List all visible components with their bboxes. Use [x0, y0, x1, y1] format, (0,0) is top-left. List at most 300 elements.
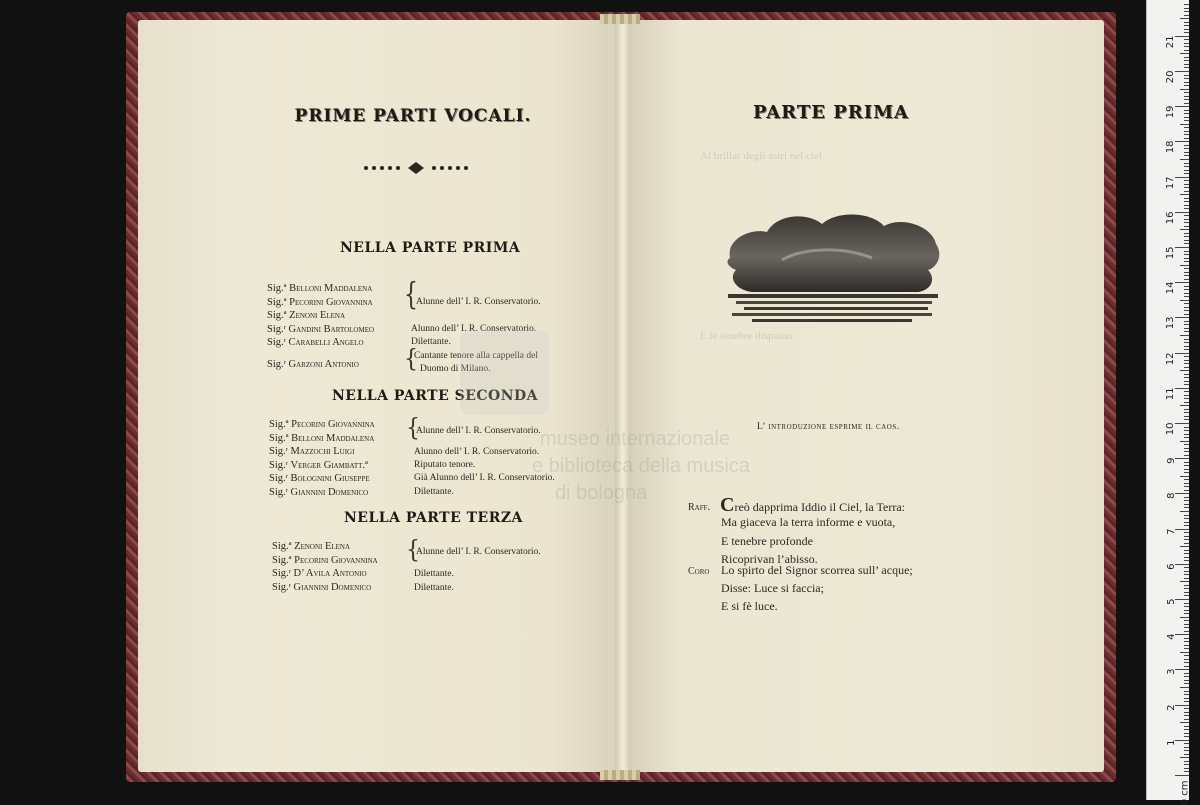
ruler-tick	[1184, 398, 1189, 399]
ruler-tick	[1184, 25, 1189, 26]
ruler-tick	[1184, 507, 1189, 508]
ruler-tick	[1184, 627, 1189, 628]
ruler-tick	[1184, 187, 1189, 188]
ruler-tick	[1184, 676, 1189, 677]
ruler-tick	[1184, 504, 1189, 505]
cast-row: Sig.ª Pecorini Giovannina	[269, 418, 375, 432]
ruler-tick	[1184, 571, 1189, 572]
ruler-tick	[1175, 177, 1189, 178]
ruler-tick	[1184, 120, 1189, 121]
ruler-tick	[1184, 585, 1189, 586]
ruler-tick	[1184, 134, 1189, 135]
ruler-tick	[1184, 75, 1189, 76]
ruler-tick	[1184, 96, 1189, 97]
cast-row: Sig.ʳ Bolognini Giuseppe	[269, 472, 375, 486]
ruler-tick	[1184, 448, 1189, 449]
ruler-tick	[1184, 683, 1189, 684]
ruler-tick	[1184, 113, 1189, 114]
ruler-tick	[1184, 103, 1189, 104]
ruler-tick	[1184, 360, 1189, 361]
ruler-number: 19	[1166, 106, 1177, 119]
section-heading-parte-seconda: NELLA PARTE SECONDA	[332, 388, 538, 404]
right-page	[624, 20, 1104, 772]
ruler-tick	[1184, 251, 1189, 252]
ruler-tick	[1184, 117, 1189, 118]
ruler-tick	[1175, 353, 1189, 354]
ruler-tick	[1184, 595, 1189, 596]
ruler-tick	[1184, 374, 1189, 375]
ruler-tick	[1175, 740, 1189, 741]
ruler-tick	[1184, 708, 1189, 709]
ruler-tick	[1184, 236, 1189, 237]
ruler-tick	[1184, 747, 1189, 748]
ruler-tick	[1184, 427, 1189, 428]
brace: {	[406, 539, 420, 563]
ruler-tick	[1184, 645, 1189, 646]
cast-note: Dilettante.	[414, 486, 454, 498]
group-note: Duomo di Milano.	[420, 363, 490, 375]
ruler-tick	[1184, 201, 1189, 202]
ruler-tick	[1184, 233, 1189, 234]
cast-row: Sig.ª Zenoni Elena	[272, 540, 378, 554]
ruler-tick	[1184, 268, 1189, 269]
cast-list-parte-seconda	[269, 418, 375, 499]
ruler-tick	[1184, 46, 1189, 47]
ruler-tick	[1184, 279, 1189, 280]
right-page-title: PARTE PRIMA	[735, 102, 927, 123]
cast-note: Riputato tenore.	[414, 459, 475, 471]
ruler-tick	[1175, 141, 1189, 142]
ruler-tick	[1184, 726, 1189, 727]
ruler-number: 8	[1166, 493, 1177, 499]
ruler-tick	[1184, 131, 1189, 132]
verse-line: E tenebre profonde	[721, 534, 813, 549]
ruler-tick	[1184, 613, 1189, 614]
ruler-tick	[1184, 578, 1189, 579]
cast-row: Sig.ʳ Giannini Domenico	[272, 581, 378, 595]
ruler-tick	[1184, 592, 1189, 593]
ruler-tick	[1184, 500, 1189, 501]
ruler-tick	[1184, 641, 1189, 642]
ruler-tick	[1184, 451, 1189, 452]
ruler-tick	[1184, 208, 1189, 209]
ruler-tick	[1184, 557, 1189, 558]
ruler-tick	[1184, 15, 1189, 16]
ruler-number: 9	[1166, 458, 1177, 464]
ruler-tick	[1184, 127, 1189, 128]
ruler-tick	[1180, 757, 1189, 758]
ruler-number: 12	[1166, 352, 1177, 365]
ruler-tick	[1184, 606, 1189, 607]
ruler-tick	[1184, 472, 1189, 473]
ruler-tick	[1184, 384, 1189, 385]
left-page-title: PRIME PARTI VOCALI.	[282, 106, 544, 126]
ruler-tick	[1184, 22, 1189, 23]
ruler-number: 3	[1166, 669, 1177, 675]
ruler-number: 18	[1166, 141, 1177, 154]
ornament-divider	[360, 160, 472, 176]
cloud-engraving	[722, 208, 944, 330]
ruler-tick	[1184, 430, 1189, 431]
ruler-tick	[1180, 89, 1189, 90]
cast-row: Sig.ʳ Verger Giambatt.ª	[269, 459, 375, 473]
ruler-number: 20	[1166, 71, 1177, 84]
ruler-tick	[1180, 159, 1189, 160]
cast-list-parte-terza	[272, 540, 378, 594]
ruler-tick	[1180, 53, 1189, 54]
ruler-number: 21	[1166, 35, 1177, 48]
ruler-tick	[1175, 317, 1189, 318]
ruler-tick	[1184, 754, 1189, 755]
watermark-text: e biblioteca della musica	[532, 455, 750, 478]
ruler-tick	[1184, 64, 1189, 65]
ruler-tick	[1184, 8, 1189, 9]
cast-note: Alunno dell’ I. R. Conservatorio.	[414, 446, 539, 458]
show-through-text: Al brillar degli astri nel ciel	[700, 150, 822, 162]
ruler-tick	[1184, 363, 1189, 364]
ruler-tick	[1184, 349, 1189, 350]
ruler-tick	[1184, 219, 1189, 220]
ruler-tick	[1184, 67, 1189, 68]
ruler-tick	[1180, 652, 1189, 653]
ruler-tick	[1184, 198, 1189, 199]
ruler-tick	[1184, 184, 1189, 185]
cast-list-parte-prima	[267, 282, 374, 371]
ruler-number: 5	[1166, 599, 1177, 605]
ruler-tick	[1184, 486, 1189, 487]
ruler-tick	[1180, 476, 1189, 477]
ruler-tick	[1180, 18, 1189, 19]
group-note: Cantante tenore alla cappella del	[414, 350, 538, 362]
brace: {	[406, 417, 420, 441]
ruler-tick	[1180, 581, 1189, 582]
ruler-tick	[1184, 733, 1189, 734]
verse-line: Lo spirto del Signor scorrea sull’ acque;	[721, 563, 913, 578]
ruler-tick	[1184, 222, 1189, 223]
ruler-tick	[1184, 82, 1189, 83]
ruler-tick	[1184, 303, 1189, 304]
ruler-tick	[1184, 138, 1189, 139]
cast-row: Sig.ª Zenoni Elena	[267, 309, 374, 323]
ruler-tick	[1184, 680, 1189, 681]
ruler-tick	[1184, 307, 1189, 308]
ruler-tick	[1184, 191, 1189, 192]
watermark-logo	[460, 330, 550, 415]
ruler-tick	[1184, 339, 1189, 340]
ruler-tick	[1175, 564, 1189, 565]
ruler-tick	[1184, 391, 1189, 392]
cast-row: Sig.ʳ Mazzochi Luigi	[269, 445, 375, 459]
ruler-tick	[1180, 265, 1189, 266]
ruler-tick	[1184, 110, 1189, 111]
ruler-unit-label: 0 cm	[1180, 781, 1191, 805]
ruler-tick	[1180, 370, 1189, 371]
verse-line: E si fè luce.	[721, 599, 778, 614]
ruler-tick	[1180, 229, 1189, 230]
ruler-tick	[1184, 490, 1189, 491]
introduction-caption: L’ introduzione esprime il caos.	[757, 422, 900, 432]
ruler-tick	[1184, 314, 1189, 315]
ruler-tick	[1184, 395, 1189, 396]
ruler-tick	[1175, 71, 1189, 72]
ruler-tick	[1184, 409, 1189, 410]
ruler-tick	[1184, 648, 1189, 649]
ruler-tick	[1184, 377, 1189, 378]
ruler-tick	[1184, 342, 1189, 343]
ruler-number: 10	[1166, 423, 1177, 436]
ruler-tick	[1184, 736, 1189, 737]
ruler-tick	[1184, 539, 1189, 540]
ruler-tick	[1184, 719, 1189, 720]
verse-line: Creò dapprima Iddio il Ciel, la Terra:	[720, 494, 905, 517]
ruler-tick	[1184, 324, 1189, 325]
cast-row: Sig.ª Belloni Maddalena	[269, 432, 375, 446]
ruler-tick	[1184, 694, 1189, 695]
ruler-number: 2	[1166, 704, 1177, 710]
cast-note: Dilettante.	[414, 582, 454, 594]
ruler-tick	[1175, 423, 1189, 424]
speaker-label: Raff.	[688, 502, 710, 513]
ruler-tick	[1184, 525, 1189, 526]
ruler-tick	[1184, 50, 1189, 51]
ruler-tick	[1184, 258, 1189, 259]
ruler-tick	[1184, 666, 1189, 667]
ruler-tick	[1180, 441, 1189, 442]
ruler-tick	[1184, 655, 1189, 656]
ruler-tick	[1184, 455, 1189, 456]
ruler-tick	[1184, 296, 1189, 297]
ruler-tick	[1175, 669, 1189, 670]
ruler-tick	[1184, 497, 1189, 498]
ruler-tick	[1184, 152, 1189, 153]
ruler-tick	[1184, 367, 1189, 368]
ruler-tick	[1184, 57, 1189, 58]
ruler-tick	[1184, 764, 1189, 765]
ruler-tick	[1184, 163, 1189, 164]
ruler-tick	[1184, 402, 1189, 403]
ruler-tick	[1184, 286, 1189, 287]
ruler-tick	[1184, 518, 1189, 519]
group-note: Alunne dell’ I. R. Conservatorio.	[416, 546, 541, 558]
cast-row: Sig.ʳ D’ Avila Antonio	[272, 567, 378, 581]
ruler-tick	[1184, 536, 1189, 537]
ruler-tick	[1184, 240, 1189, 241]
ruler-tick	[1184, 381, 1189, 382]
ruler-tick	[1184, 624, 1189, 625]
ruler-tick	[1184, 99, 1189, 100]
ruler-tick	[1184, 712, 1189, 713]
ruler-tick	[1184, 419, 1189, 420]
ruler-tick	[1184, 226, 1189, 227]
ruler-tick	[1184, 43, 1189, 44]
ruler-tick	[1175, 247, 1189, 248]
cast-note: Dilettante.	[411, 336, 451, 348]
ruler-tick	[1184, 603, 1189, 604]
ruler-tick	[1184, 148, 1189, 149]
ruler-tick	[1184, 483, 1189, 484]
ruler-tick	[1184, 543, 1189, 544]
ruler-number: 14	[1166, 282, 1177, 295]
ruler-number: 17	[1166, 176, 1177, 189]
ruler-tick	[1180, 617, 1189, 618]
ruler-tick	[1184, 437, 1189, 438]
ruler-tick	[1184, 662, 1189, 663]
ruler-number: 11	[1166, 387, 1177, 400]
ruler-tick	[1184, 272, 1189, 273]
ruler-tick	[1184, 750, 1189, 751]
ruler-tick	[1180, 511, 1189, 512]
brace: {	[404, 281, 418, 312]
ruler-tick	[1184, 92, 1189, 93]
ruler-tick	[1184, 462, 1189, 463]
ruler-number: 6	[1166, 563, 1177, 569]
ruler-tick	[1184, 522, 1189, 523]
ruler-tick	[1184, 768, 1189, 769]
ruler-tick	[1184, 180, 1189, 181]
ruler-number: 16	[1166, 211, 1177, 224]
cast-row: Sig.ʳ Gandini Bartolomeo	[267, 323, 374, 337]
ruler-tick	[1184, 659, 1189, 660]
verse-line: Ma giaceva la terra informe e vuota,	[721, 515, 895, 530]
ruler-tick	[1180, 722, 1189, 723]
section-heading-parte-terza: NELLA PARTE TERZA	[344, 510, 523, 526]
group-note: Alunne dell’ I. R. Conservatorio.	[416, 425, 541, 437]
ruler-tick	[1184, 289, 1189, 290]
ruler-tick	[1175, 106, 1189, 107]
cast-row: Sig.ʳ Giannini Domenico	[269, 486, 375, 500]
ruler-tick	[1180, 300, 1189, 301]
ruler-tick	[1175, 458, 1189, 459]
ruler-tick	[1184, 416, 1189, 417]
ruler-tick	[1184, 515, 1189, 516]
ruler-tick	[1175, 36, 1189, 37]
measuring-ruler	[1146, 0, 1189, 800]
ruler-tick	[1184, 610, 1189, 611]
ruler-tick	[1184, 567, 1189, 568]
ruler-tick	[1184, 532, 1189, 533]
ruler-number: 15	[1166, 247, 1177, 260]
ruler-tick	[1184, 215, 1189, 216]
ruler-tick	[1184, 444, 1189, 445]
verse-line: Disse: Luce si faccia;	[721, 581, 824, 596]
ruler-tick	[1184, 550, 1189, 551]
ruler-tick	[1184, 39, 1189, 40]
ruler-tick	[1184, 346, 1189, 347]
ruler-tick	[1184, 321, 1189, 322]
headband-bottom	[600, 770, 640, 780]
verse-line: Ricoprivan l’abisso.	[721, 552, 818, 567]
ruler-tick	[1184, 574, 1189, 575]
ruler-tick	[1180, 124, 1189, 125]
ruler-tick	[1175, 634, 1189, 635]
cast-row: Sig.ª Belloni Maddalena	[267, 282, 374, 296]
ruler-tick	[1184, 310, 1189, 311]
ruler-tick	[1180, 194, 1189, 195]
ruler-number: 13	[1166, 317, 1177, 330]
ruler-tick	[1184, 166, 1189, 167]
headband-top	[600, 14, 640, 24]
ruler-tick	[1184, 173, 1189, 174]
ruler-tick	[1184, 638, 1189, 639]
brace: {	[404, 348, 418, 372]
ruler-tick	[1175, 388, 1189, 389]
cast-row: Sig.ª Pecorini Giovannina	[267, 296, 374, 310]
ruler-tick	[1184, 254, 1189, 255]
ruler-tick	[1184, 469, 1189, 470]
ruler-tick	[1184, 701, 1189, 702]
ruler-tick	[1175, 529, 1189, 530]
ruler-tick	[1184, 29, 1189, 30]
ruler-tick	[1184, 293, 1189, 294]
ruler-tick	[1184, 673, 1189, 674]
ruler-tick	[1175, 282, 1189, 283]
cast-row: Sig.ʳ Garzoni Antonio	[267, 358, 374, 372]
watermark-text: di bologna	[555, 482, 647, 505]
ruler-tick	[1180, 335, 1189, 336]
ruler-tick	[1184, 275, 1189, 276]
ruler-number: 1	[1166, 739, 1177, 745]
cast-note: Dilettante.	[414, 568, 454, 580]
ruler-tick	[1175, 705, 1189, 706]
ruler-tick	[1184, 715, 1189, 716]
cast-row: Sig.ʳ Carabelli Angelo	[267, 336, 374, 350]
ruler-tick	[1184, 170, 1189, 171]
ruler-tick	[1184, 32, 1189, 33]
ruler-tick	[1184, 205, 1189, 206]
ruler-tick	[1184, 78, 1189, 79]
ruler-tick	[1184, 631, 1189, 632]
ruler-tick	[1175, 212, 1189, 213]
show-through-text: E le tenebre dispaion	[700, 330, 793, 342]
ruler-tick	[1175, 599, 1189, 600]
cast-row: Sig.ª Pecorini Giovannina	[272, 554, 378, 568]
ruler-tick	[1184, 761, 1189, 762]
ruler-tick	[1184, 553, 1189, 554]
watermark-text: museo internazionale	[540, 428, 730, 451]
ruler-tick	[1184, 60, 1189, 61]
ruler-tick	[1184, 588, 1189, 589]
ruler-number: 7	[1166, 528, 1177, 534]
ruler-tick	[1184, 243, 1189, 244]
cast-note: Già Alunno dell’ I. R. Conservatorio.	[414, 472, 555, 484]
ruler-tick	[1184, 11, 1189, 12]
cast-note: Alunno dell’ I. R. Conservatorio.	[411, 323, 536, 335]
ruler-tick	[1184, 434, 1189, 435]
ruler-tick	[1184, 698, 1189, 699]
ruler-tick	[1184, 328, 1189, 329]
ruler-tick	[1184, 465, 1189, 466]
ruler-tick	[1184, 691, 1189, 692]
ruler-number: 4	[1166, 634, 1177, 640]
section-heading-parte-prima: NELLA PARTE PRIMA	[340, 240, 520, 256]
ruler-tick	[1184, 729, 1189, 730]
group-note: Alunne dell’ I. R. Conservatorio.	[416, 296, 541, 308]
ruler-tick	[1175, 775, 1189, 776]
ruler-tick	[1180, 546, 1189, 547]
ruler-tick	[1184, 261, 1189, 262]
ruler-tick	[1184, 85, 1189, 86]
ruler-tick	[1184, 771, 1189, 772]
ruler-tick	[1175, 493, 1189, 494]
ruler-tick	[1184, 145, 1189, 146]
ruler-tick	[1184, 4, 1189, 5]
book-gutter	[615, 20, 631, 772]
ruler-tick	[1184, 412, 1189, 413]
ruler-tick	[1184, 331, 1189, 332]
ruler-tick	[1180, 405, 1189, 406]
ruler-tick	[1184, 155, 1189, 156]
ruler-tick	[1184, 356, 1189, 357]
